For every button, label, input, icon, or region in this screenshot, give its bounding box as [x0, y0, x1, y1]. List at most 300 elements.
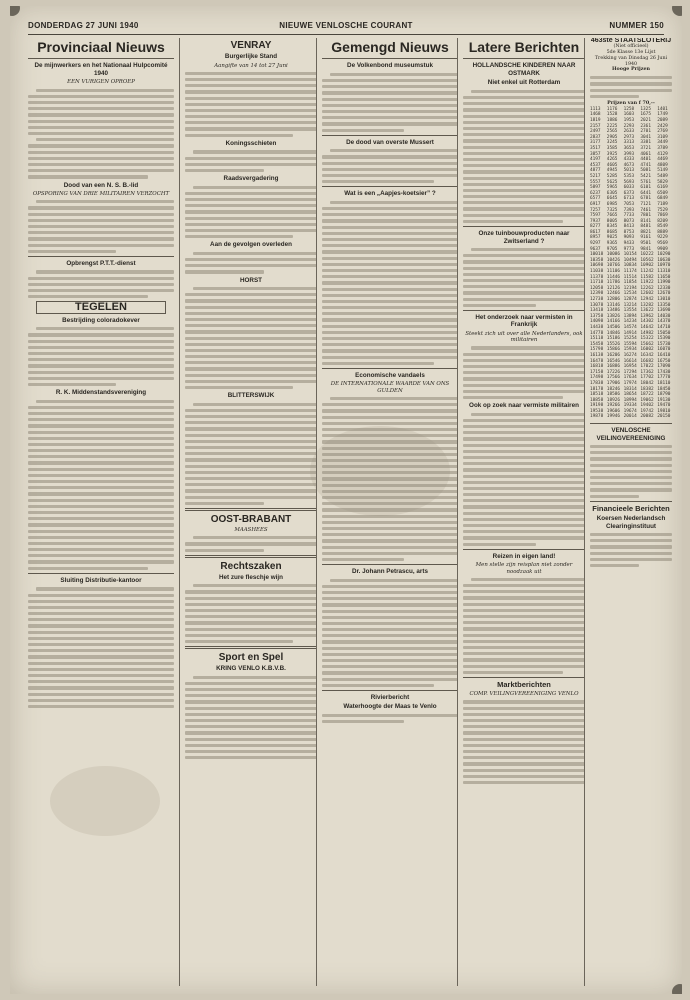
lottery-number: 9161: [640, 235, 651, 241]
lottery-number: 6441: [640, 190, 651, 196]
headline-middenstand: R. K. Middenstandsvereniging: [55, 389, 147, 397]
lottery-number: 13826: [606, 313, 621, 319]
lottery-number: 9705: [606, 246, 618, 252]
headline-vermisten: Het onderzoek naar vermisten in Frankrijk: [475, 313, 573, 329]
lottery-number: 18178: [590, 386, 604, 392]
article-body: [185, 536, 317, 552]
lottery-number: 6985: [606, 201, 618, 207]
article-body: [322, 201, 458, 365]
lottery-number: 18790: [657, 392, 671, 398]
lottery-number: 7053: [623, 201, 635, 207]
article-body: [28, 270, 174, 298]
lottery-number: 8753: [623, 229, 635, 235]
section-box-tegelen: TEGELEN: [36, 301, 166, 313]
lottery-number: 8821: [640, 229, 651, 235]
lottery-number: 3177: [590, 140, 601, 146]
lottery-number: 8685: [606, 229, 618, 235]
lottery-number: 2225: [606, 123, 618, 129]
lottery-number: 12262: [640, 285, 654, 291]
lottery-number: 6917: [590, 201, 601, 207]
corner-hole: [672, 984, 682, 994]
lottery-number: 5897: [590, 185, 601, 191]
lottery-number: 18314: [623, 386, 637, 392]
lottery-number: 16886: [606, 364, 621, 370]
lottery-number: 16206: [606, 352, 621, 358]
lottery-number: 11718: [590, 280, 604, 286]
headline-kinderen-ostmark: HOLLANDSCHE KINDEREN NAAR OSTMARK: [472, 62, 576, 77]
lottery-number: 20014: [623, 414, 637, 420]
lottery-number: 19334: [623, 403, 637, 409]
lottery-number-grid: [590, 107, 672, 420]
lottery-number: 13282: [640, 302, 654, 308]
lottery-number: 16002: [640, 347, 654, 353]
headline-blitterswijk: BLITTERSWIJK: [227, 392, 275, 400]
lottery-number: 9365: [606, 241, 618, 247]
lottery-number: 13214: [623, 302, 637, 308]
lottery-number: 19266: [606, 403, 621, 409]
lottery-number: 13690: [657, 308, 671, 314]
lottery-number: 16546: [606, 358, 621, 364]
section-title-financieele: Financieele Berichten: [592, 503, 670, 513]
lottery-number: 2089: [657, 118, 668, 124]
article-body: [463, 413, 585, 546]
lottery-number: 1258: [623, 106, 635, 112]
lottery-number: 14914: [623, 330, 637, 336]
lottery-number: 2429: [657, 123, 668, 129]
subhead-nederlanders: Steekt zich uit over alle Nederlanders, ook militairen: [465, 330, 583, 344]
lottery-number: 8617: [590, 229, 601, 235]
lottery-number: 15866: [606, 347, 621, 353]
lottery-title: 463ste STAATSLOTERIJ: [590, 38, 672, 44]
lottery-number: 17226: [606, 369, 621, 375]
lottery-number: 15254: [623, 336, 637, 342]
lottery-number: 14030: [657, 313, 671, 319]
lottery-number: 17158: [590, 369, 604, 375]
lottery-number: 7665: [606, 213, 618, 219]
lottery-number: 10426: [606, 257, 621, 263]
headline-petrascu: Dr. Johann Petrascu, arts: [352, 568, 428, 576]
subhead-clearing: Koersen Nederlandsch Clearinginstituut: [596, 515, 666, 530]
lottery-number: 2361: [640, 123, 651, 129]
lottery-number: 11446: [606, 274, 621, 280]
lottery-number: 5829: [657, 179, 668, 185]
lottery-number: 11922: [640, 280, 654, 286]
lottery-number: 5217: [590, 173, 601, 179]
lottery-number: 5489: [657, 173, 668, 179]
lottery-number: 4741: [640, 162, 651, 168]
lottery-number: 1113: [590, 106, 601, 112]
article-body: [322, 579, 458, 687]
article-body: [185, 252, 317, 274]
lottery-number: 3313: [623, 140, 635, 146]
subhead-rotterdam: Niet enkel uit Rotterdam: [487, 79, 561, 87]
lottery-number: 10902: [640, 263, 654, 269]
lottery-number: 6509: [657, 190, 668, 196]
headline-volkenbond: De Volkenbond museumstuk: [347, 62, 433, 70]
lottery-number: 7461: [640, 207, 651, 213]
lottery-number: 2769: [657, 129, 668, 135]
headline-ptt: Opbrengst P.T.T.-dienst: [66, 259, 136, 267]
lottery-number: 17838: [590, 380, 604, 386]
lottery-number: 5013: [623, 168, 635, 174]
lottery-number: 17770: [657, 375, 671, 381]
lottery-number: 6033: [623, 185, 635, 191]
lottery-number: 17022: [640, 364, 654, 370]
lottery-number: 19130: [657, 397, 671, 403]
lottery-number: 4061: [640, 151, 651, 157]
lottery-number: 9093: [623, 235, 635, 241]
headline-mijnwerkers: De mijnwerkers en het Nationaal Hulpcomité 1940: [34, 62, 168, 77]
column-gemengd: [316, 38, 458, 986]
lottery-number: 18586: [606, 392, 621, 398]
lottery-number: 11242: [640, 269, 654, 275]
column-provinciaal: [28, 38, 174, 986]
lottery-number: 1528: [606, 112, 618, 118]
lottery-number: 15458: [590, 341, 604, 347]
lottery-number: 19946: [606, 414, 621, 420]
lottery-number: 19062: [640, 397, 654, 403]
issue-number: NUMMER 150: [609, 21, 664, 30]
headline-reizen: Reizen in eigen land!: [492, 552, 556, 560]
lottery-number: 17566: [606, 375, 621, 381]
lottery-number: 19674: [623, 408, 637, 414]
lottery-number: 2633: [623, 129, 635, 135]
lottery-number: 3517: [590, 145, 601, 151]
lottery-number: 9841: [640, 246, 651, 252]
lottery-number: 3721: [640, 145, 651, 151]
headline-economische-vandaels: Economische vandaels: [355, 371, 425, 379]
lottery-number: 18518: [590, 392, 604, 398]
lottery-number: 13894: [623, 313, 637, 319]
lottery-number: 19538: [590, 408, 604, 414]
lottery-number: 4265: [606, 157, 618, 163]
lottery-number: 3925: [606, 151, 618, 157]
article-body: [463, 700, 585, 784]
lottery-number: 17294: [623, 369, 637, 375]
issue-date: DONDERDAG 27 JUNI 1940: [28, 21, 139, 30]
newspaper-page: [10, 6, 682, 994]
lottery-number: 7121: [640, 201, 651, 207]
lottery-number: 1953: [623, 118, 635, 124]
lottery-number: 12058: [590, 285, 604, 291]
lottery-number: 9297: [590, 241, 601, 247]
lottery-number: 8413: [623, 224, 635, 230]
lottery-number: 12126: [606, 285, 621, 291]
lottery-number: 6305: [606, 190, 618, 196]
subhead-maashees: MAASHEES: [234, 526, 268, 533]
lottery-number: 8141: [640, 218, 651, 224]
lottery-number: 15118: [590, 336, 604, 342]
lottery-number: 9025: [606, 235, 618, 241]
lottery-number: 14846: [606, 330, 621, 336]
lottery-number: 14506: [606, 324, 621, 330]
lottery-number: 6577: [590, 196, 601, 202]
lottery-number: 8209: [657, 218, 668, 224]
headline-nsb: Dood van een N. S. B.-lid: [63, 181, 139, 189]
lottery-number: 15662: [640, 341, 654, 347]
lottery-number: 11106: [606, 269, 621, 275]
lottery-number: 14234: [623, 319, 637, 325]
lottery-number: 1886: [606, 118, 618, 124]
article-body: [463, 248, 585, 307]
article-body: [185, 72, 317, 137]
lottery-number: 2905: [606, 134, 618, 140]
lottery-number: 1675: [640, 112, 651, 118]
lottery-number: 19606: [606, 408, 621, 414]
lottery-number: 20082: [640, 414, 654, 420]
lottery-number: 7189: [657, 201, 668, 207]
article-body: [463, 578, 585, 674]
lottery-number: 11174: [623, 269, 637, 275]
lottery-number: 14710: [657, 324, 671, 330]
article-body: [28, 400, 174, 570]
lottery-number: 12738: [590, 297, 604, 303]
lottery-number: 14098: [590, 319, 604, 325]
lottery-draw: Trekking van Dinsdag 26 Juni 1940: [594, 55, 668, 67]
lottery-number: 17430: [657, 369, 671, 375]
lottery-number: 10970: [657, 263, 671, 269]
lottery-number: 7869: [657, 213, 668, 219]
lottery-number: 15322: [640, 336, 654, 342]
section-title-sport: Sport en Spel: [218, 652, 284, 664]
lottery-number: 16138: [590, 352, 604, 358]
lottery-number: 9501: [640, 241, 651, 247]
headline-horst: HORST: [239, 276, 263, 284]
lottery-number: 2497: [590, 129, 601, 135]
lottery-number: 5285: [606, 173, 618, 179]
lottery-number: 10494: [623, 257, 637, 263]
lottery-number: 12670: [657, 291, 671, 297]
lottery-number: 19742: [640, 408, 654, 414]
lottery-number: 6645: [606, 196, 618, 202]
lottery-number: 2701: [640, 129, 651, 135]
headline-tuinbouw: Onze tuinbouwproducten naar Zwitserland ?: [478, 230, 570, 245]
lottery-number: 10358: [590, 257, 604, 263]
headline-koningsschieten: Koningsschieten: [225, 139, 277, 147]
lottery-class: 5de Klasse 13e Lijst: [606, 50, 656, 56]
lottery-number: 12806: [606, 297, 621, 303]
article-body: [28, 587, 174, 708]
lottery-number: 18042: [640, 380, 654, 386]
lottery-number: 7393: [623, 207, 635, 213]
lottery-number: 6237: [590, 190, 601, 196]
subhead-reisplan: Men stelle zijn reisplan niet zonder noodzaak uit: [475, 562, 573, 575]
prize-heading-70: Prijzen van f 70,--: [607, 100, 655, 107]
lottery-number: 17090: [657, 364, 671, 370]
headline-raadsvergadering: Raadsvergadering: [223, 175, 279, 183]
lottery-number: 6781: [640, 196, 651, 202]
lottery-number: 18994: [623, 397, 637, 403]
lottery-number: 9433: [623, 241, 635, 247]
lottery-number: 3585: [606, 145, 618, 151]
lottery-number: 14370: [657, 319, 671, 325]
section-title-venray: VENRAY: [230, 40, 272, 51]
lottery-number: 2021: [640, 118, 651, 124]
lottery-number: 13486: [606, 308, 621, 314]
lottery-number: 8957: [590, 235, 601, 241]
lottery-number: 3109: [657, 134, 668, 140]
lottery-number: 2565: [606, 129, 618, 135]
lottery-number: 8481: [640, 224, 651, 230]
lottery-number: 6849: [657, 196, 668, 202]
lottery-number: 5761: [640, 179, 651, 185]
lottery-subtitle: (Niet officieel): [613, 44, 649, 50]
lottery-number: 19402: [640, 403, 654, 409]
lottery-number: 9909: [657, 246, 668, 252]
lottery-number: 1401: [657, 106, 668, 112]
lottery-number: 11990: [657, 280, 671, 286]
lottery-number: 13758: [590, 313, 604, 319]
lottery-number: 1176: [606, 106, 618, 112]
article-body: [28, 200, 174, 253]
lottery-number: 14982: [640, 330, 654, 336]
article-body: [185, 150, 317, 172]
lottery-number: 15390: [657, 336, 671, 342]
lottery-number: 19810: [657, 408, 671, 414]
lottery-number: 10562: [640, 257, 654, 263]
masthead: [28, 16, 664, 35]
lottery-number: 10018: [590, 252, 604, 258]
lottery-number: 13146: [606, 302, 621, 308]
lottery-number: 13078: [590, 302, 604, 308]
lottery-number: 17906: [606, 380, 621, 386]
lottery-number: 12942: [640, 297, 654, 303]
lottery-number: 12194: [623, 285, 637, 291]
lottery-number: 5353: [623, 173, 635, 179]
lottery-number: 16478: [590, 358, 604, 364]
lottery-number: 4469: [657, 157, 668, 163]
lottery-number: 7529: [657, 207, 668, 213]
lottery-number: 4333: [623, 157, 635, 163]
lottery-number: 5421: [640, 173, 651, 179]
lottery-number: 2837: [590, 134, 601, 140]
lottery-number: 4809: [657, 162, 668, 168]
lottery-number: 15730: [657, 341, 671, 347]
lottery-number: 14166: [606, 319, 621, 325]
lottery-number: 10290: [657, 252, 671, 258]
lottery-number: 16954: [623, 364, 637, 370]
prize-heading: Hooge Prijzen: [612, 66, 650, 73]
lottery-number: 14778: [590, 330, 604, 336]
lottery-number: 12466: [606, 291, 621, 297]
lottery-number: 3449: [657, 140, 668, 146]
section-title-gemengd: Gemengd Nieuws: [331, 39, 449, 55]
lottery-number: 9229: [657, 235, 668, 241]
subhead-aangifte: Aangifte van 14 tot 27 Juni: [214, 62, 288, 69]
lottery-number: 3381: [640, 140, 651, 146]
lottery-number: 12534: [623, 291, 637, 297]
lottery-number: 2293: [623, 123, 635, 129]
lottery-number: 6169: [657, 185, 668, 191]
lottery-number: 5625: [606, 179, 618, 185]
article-body: [185, 287, 317, 389]
article-body: [28, 327, 174, 386]
lottery-number: 9569: [657, 241, 668, 247]
lottery-number: 9637: [590, 246, 601, 252]
lottery-number: 8549: [657, 224, 668, 230]
lottery-number: 19198: [590, 403, 604, 409]
lottery-number: 18382: [640, 386, 654, 392]
subhead-waterhoogte: Waterhoogte der Maas te Venlo: [343, 703, 437, 711]
lottery-number: 7257: [590, 207, 601, 213]
lottery-number: 2157: [590, 123, 601, 129]
article-body: [322, 714, 458, 723]
lottery-number: 10698: [590, 263, 604, 269]
column-latere-berichten: [457, 38, 585, 986]
subhead-veiling: COMP. VEILINGVEREENIGING VENLO: [469, 691, 579, 698]
article-body: [185, 186, 317, 239]
lottery-number: 4945: [606, 168, 618, 174]
lottery-number: 14574: [623, 324, 637, 330]
lottery-number: 3653: [623, 145, 635, 151]
lottery-number: 14642: [640, 324, 654, 330]
lottery-number: 18450: [657, 386, 671, 392]
subhead-opsporing: OPSPORING VAN DRIE MILITAIREN VERZOCHT: [32, 191, 170, 197]
lottery-number: 18858: [590, 397, 604, 403]
lottery-number: 8005: [606, 218, 618, 224]
lottery-number: 11854: [623, 280, 637, 286]
article-body: [322, 73, 458, 132]
lottery-number: 3789: [657, 145, 668, 151]
lottery-number: 15594: [623, 341, 637, 347]
lottery-number: 4877: [590, 168, 601, 174]
lottery-number: 11514: [623, 274, 637, 280]
lottery-number: 16614: [623, 358, 637, 364]
column-staatsloterij: [584, 38, 672, 986]
section-title-oost-brabant: OOST-BRABANT: [210, 513, 292, 525]
lottery-number: 17634: [623, 375, 637, 381]
lottery-number: 17362: [640, 369, 654, 375]
lottery-number: 18110: [657, 380, 671, 386]
lottery-number: 8073: [623, 218, 635, 224]
lottery-number: 7325: [606, 207, 618, 213]
headline-burgerlijke-stand: Burgerlijke Stand: [224, 53, 278, 60]
lottery-number: 16070: [657, 347, 671, 353]
lottery-number: 15934: [623, 347, 637, 353]
lottery-number: 11786: [606, 280, 621, 286]
lottery-number: 15526: [606, 341, 621, 347]
lottery-number: 13010: [657, 297, 671, 303]
lottery-number: 5557: [590, 179, 601, 185]
section-title-markt: Marktberichten: [497, 679, 551, 689]
lottery-number: 3857: [590, 151, 601, 157]
lottery-number: 4197: [590, 157, 601, 163]
lottery-number: 17974: [623, 380, 637, 386]
section-title-provinciaal: Provinciaal Nieuws: [37, 39, 165, 55]
lottery-number: 13962: [640, 313, 654, 319]
lottery-number: 5965: [606, 185, 618, 191]
lottery-number: 1819: [590, 118, 601, 124]
lottery-number: 3245: [606, 140, 618, 146]
lottery-number: 10766: [606, 263, 621, 269]
lottery-number: 4673: [623, 162, 635, 168]
headline-rivierbericht: Rivierbericht: [370, 693, 410, 701]
lottery-number: 1325: [640, 106, 651, 112]
article-body: [185, 403, 317, 505]
lottery-number: 10834: [623, 263, 637, 269]
lottery-number: 5149: [657, 168, 668, 174]
lottery-number: 10154: [623, 252, 637, 258]
lottery-number: 9773: [623, 246, 635, 252]
article-body: [322, 397, 458, 561]
article-body: [590, 533, 672, 567]
headline-gevolgen: Aan de gevolgen overleden: [210, 241, 292, 249]
lottery-number: 18246: [606, 386, 621, 392]
headline-aapjes-koetsier: Wat is een „Aapjes-koetsier” ?: [344, 190, 436, 198]
lottery-number: 20150: [657, 414, 671, 420]
corner-hole: [10, 6, 20, 16]
lottery-number: 16342: [640, 352, 654, 358]
